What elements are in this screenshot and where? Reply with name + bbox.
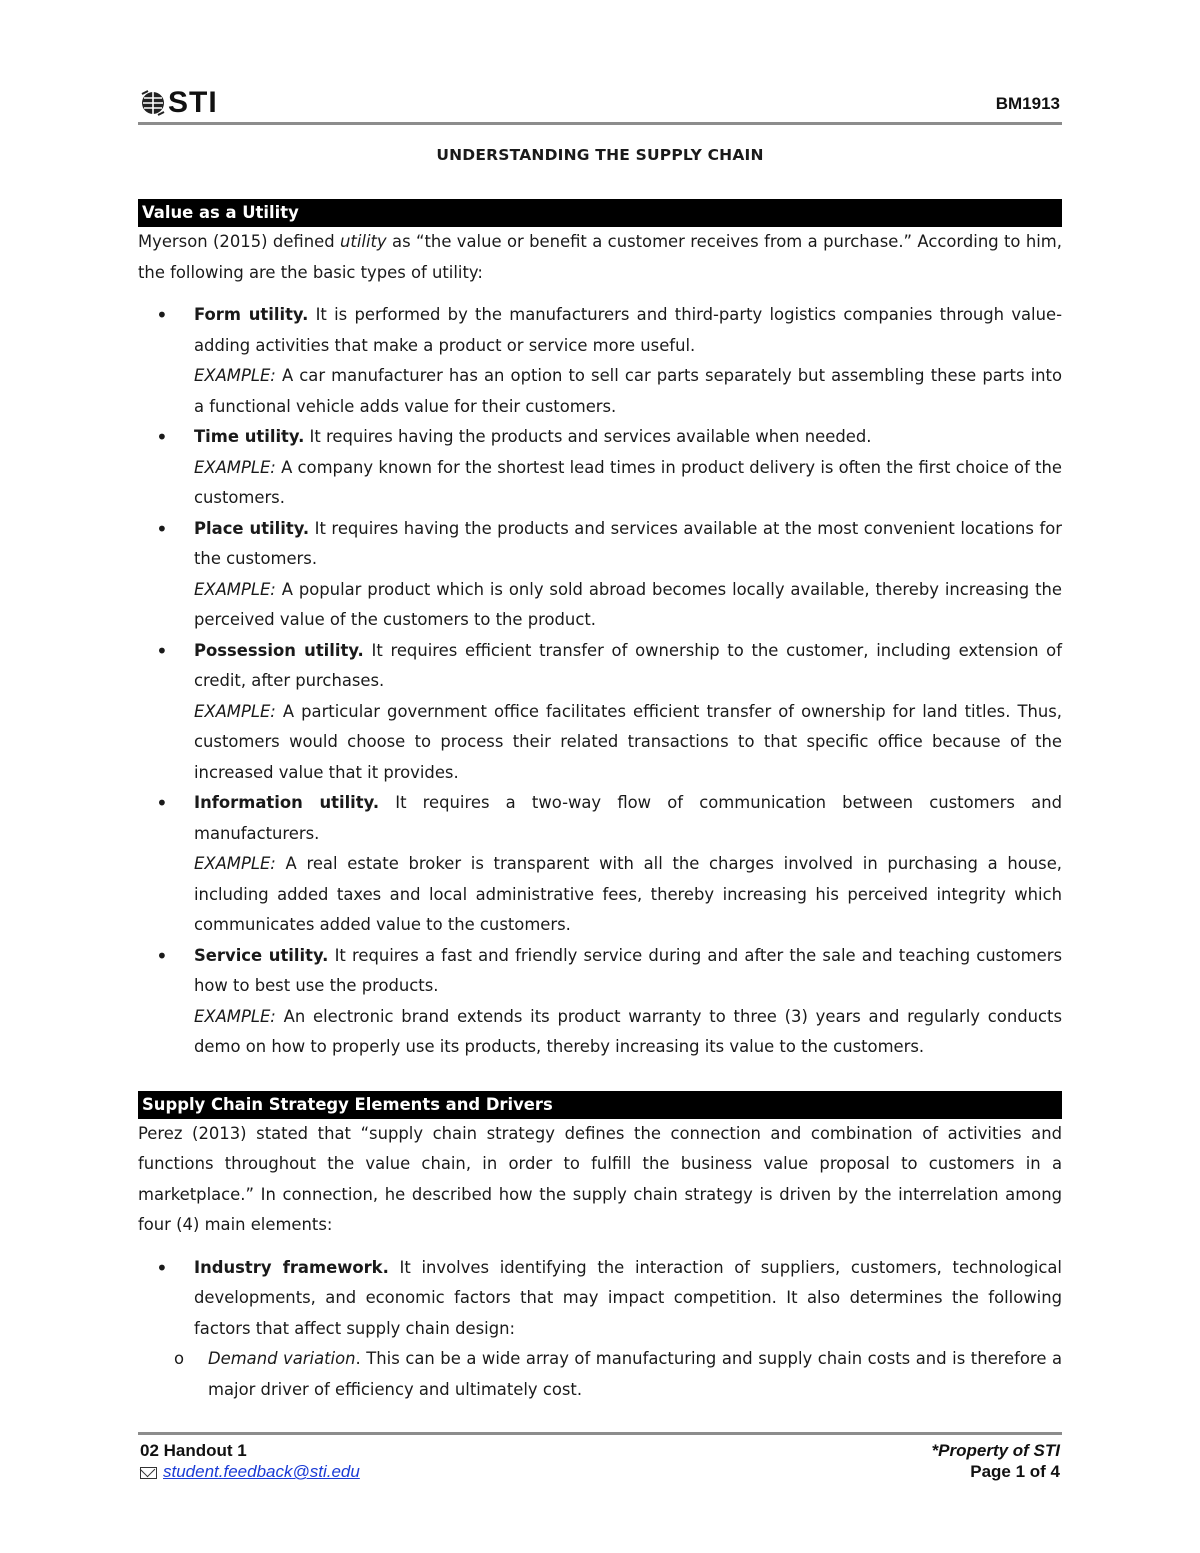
example-text: EXAMPLE: A particular government office facilitates efficient transfer of ownership for land titles. Thus, customers would choose to process their related transactions to that specific office because of the increased value that it provides.: [194, 701, 1062, 782]
feedback-contact: [140, 1462, 360, 1482]
sub-list-item: o Demand variation. This can be a wide array of manufacturing and supply chain costs and is therefore a major driver of efficiency and ultimately cost.: [138, 1344, 1062, 1405]
list-item: • Place utility. It requires having the products and services available at the most convenient locations for the customers. EXAMPLE: A popular product which is only sold abroad becomes locally available, thereby increasing the perceived value of the customers to the product.: [138, 514, 1062, 636]
example-text: EXAMPLE: A company known for the shortest lead times in product delivery is often the first choice of the customers.: [194, 457, 1062, 507]
utility-list: [138, 300, 1062, 1063]
list-item: • Time utility. It requires having the products and services available when needed. EXAMPLE: A company known for the shortest lead times in product delivery is often the first choice of the customers.: [138, 422, 1062, 514]
header-divider: [138, 122, 1062, 125]
strategy-list: [138, 1253, 1062, 1406]
section-heading-value-utility: Value as a Utility: [138, 199, 1062, 227]
example-text: EXAMPLE: A car manufacturer has an option to sell car parts separately but assembling these parts into a functional vehicle adds value for their customers.: [194, 366, 1062, 416]
section-heading-strategy: Supply Chain Strategy Elements and Drivers: [138, 1091, 1062, 1119]
list-item: • Information utility. It requires a two-way flow of communication between customers and manufacturers. EXAMPLE: A real estate broker is transparent with all the charges involved in purchasing a house, including added taxes and local administrative fees, thereby increasing his perceived integrity which communicates added value to the customers.: [138, 788, 1062, 941]
example-text: EXAMPLE: A popular product which is only sold abroad becomes locally available, thereby increasing the perceived value of the customers to the product.: [194, 579, 1062, 629]
page-number: Page 1 of 4: [970, 1462, 1060, 1481]
logo-text: STI: [168, 86, 218, 119]
list-item: • Form utility. It is performed by the manufacturers and third-party logistics companies through value-adding activities that make a product or service more useful. EXAMPLE: A car manufacturer has an option to sell car parts separately but assembling these parts into a functional vehicle adds value for their customers.: [138, 300, 1062, 422]
sub-list: [138, 1344, 1062, 1405]
utility-term: Service utility.: [194, 945, 329, 965]
envelope-icon: [140, 1467, 157, 1479]
globe-logo-icon: [140, 88, 166, 118]
document-code: BM1913: [995, 94, 1060, 113]
list-item: • Possession utility. It requires efficient transfer of ownership to the customer, including extension of credit, after purchases. EXAMPLE: A particular government office facilitates efficient transfer of ownership for land titles. Thus, customers would choose to process their related transactions to that specific office because of the increased value that it provides.: [138, 636, 1062, 789]
example-text: EXAMPLE: An electronic brand extends its product warranty to three (3) years and regularly conducts demo on how to properly use its products, thereby increasing its value to the customers.: [194, 1006, 1062, 1056]
sti-logo: [140, 84, 220, 122]
utility-term: Form utility.: [194, 305, 309, 324]
example-text: EXAMPLE: A real estate broker is transparent with all the charges involved in purchasing a house, including added taxes and local administrative fees, thereby increasing his perceived integrity which communicates added value to the customers.: [194, 854, 1062, 934]
handout-label: 02 Handout 1: [140, 1441, 247, 1460]
section1-intro: Myerson (2015) defined utility as “the value or benefit a customer receives from a purchase.” According to him, the following are the basic types of utility:: [138, 232, 1062, 282]
property-notice: *Property of STI: [931, 1441, 1060, 1460]
page-title: UNDERSTANDING THE SUPPLY CHAIN: [436, 146, 764, 164]
main-content: [138, 199, 1062, 1405]
footer-divider: [138, 1432, 1062, 1435]
utility-term: Place utility.: [194, 518, 310, 538]
utility-term: Possession utility.: [194, 640, 364, 660]
utility-term: utility: [340, 232, 387, 251]
section2-intro: Perez (2013) stated that “supply chain strategy defines the connection and combination of activities and functions throughout the value chain, in order to fulfill the business value proposal to customers in a marketplace.” In connection, he described how the supply chain strategy is driven by the interrelation among four (4) main elements:: [138, 1123, 1062, 1234]
utility-term: Time utility.: [194, 427, 305, 446]
list-item: • Service utility. It requires a fast and friendly service during and after the sale and teaching customers how to best use the products. EXAMPLE: An electronic brand extends its product warranty to three (3) years and regularly conducts demo on how to properly use its products, thereby increasing its value to the customers.: [138, 941, 1062, 1063]
utility-term: Information utility.: [194, 793, 380, 812]
element-term: Industry framework.: [194, 1257, 389, 1277]
list-item: • Industry framework. It involves identifying the interaction of suppliers, customers, technological developments, and economic factors that may impact competition. It also determines the following factors that affect supply chain design: o Demand variation. This can be a wide array of manufacturing and supply chain costs and is therefore a major driver of efficiency and ultimately cost.: [138, 1253, 1062, 1406]
feedback-email-link[interactable]: student.feedback@sti.edu: [163, 1462, 360, 1481]
driver-term: Demand variation: [208, 1349, 356, 1368]
